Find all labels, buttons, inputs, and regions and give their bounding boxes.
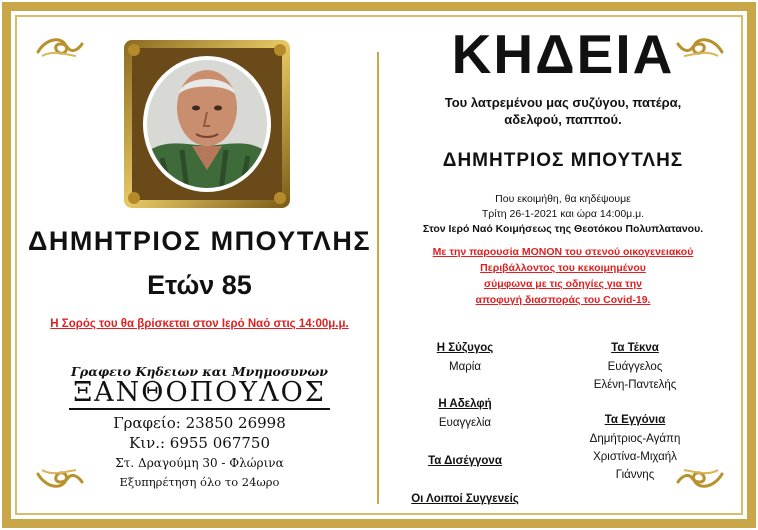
sister-label: Η Αδελφή — [438, 398, 492, 410]
office-phone: Γραφείο: 23850 26998 — [113, 414, 286, 432]
office-hours: Εξυπηρέτηση όλο το 24ωρο — [119, 475, 280, 489]
flourish-top-left-icon — [36, 34, 84, 60]
viewing-notice: Η Σορός του θα βρίσκεται στον Ιερό Ναό στις 14:00μ.μ. — [50, 318, 349, 330]
covid-notice-line-4 — [390, 293, 736, 308]
grandchildren-label: Τα Εγγόνια — [604, 414, 666, 426]
covid-notice-text-4: αποφυγή διασποράς του Covid-19. — [475, 294, 651, 306]
intro-line-1: Του λατρεμένου μας συζύγου, πατέρα, — [444, 95, 682, 110]
children-label: Τα Τέκνα — [611, 342, 659, 354]
covid-notice-line-3 — [390, 277, 736, 292]
funeral-office-label: Γραφειο Κηδειων και Μνημοσυνων — [71, 364, 328, 379]
brand-text: ΞΑΝΘΟΠΟΥΛΟΣ — [69, 377, 330, 410]
grandchild-3: Γιάννης — [615, 469, 655, 481]
notice-line-3: Στον Ιερό Ναό Κοιμήσεως της Θεοτόκου Πολυπλατανου. — [422, 223, 704, 235]
column-divider — [377, 52, 379, 504]
intro-text — [390, 94, 736, 128]
office-mobile: Κιν.: 6955 067750 — [129, 434, 270, 452]
deceased-name-right: ΔΗΜΗΤΡΙΟΣ ΜΠΟΥΤΛΗΣ — [442, 150, 684, 171]
spouse-label: Η Σύζυγος — [436, 342, 494, 354]
deceased-age: Ετών 85 — [147, 270, 252, 300]
funeral-office-brand — [12, 377, 387, 408]
intro-line-2: αδελφού, παππού. — [504, 112, 622, 127]
covid-notice-line-2 — [390, 261, 736, 276]
notice-line-2: Τρίτη 26-1-2021 και ώρα 14:00μ.μ. — [481, 208, 645, 220]
relatives-label: Οι Λοιποί Συγγενείς — [411, 493, 519, 505]
children-list — [580, 358, 690, 394]
sister-name: Ευαγγελία — [438, 417, 492, 429]
great-grandchildren-label: Τα Δισέγγονα — [428, 455, 502, 467]
grandchild-2: Χριστίνα-Μιχαήλ — [593, 451, 677, 463]
covid-notice-text-3: σύμφωνα με τις οδηγίες για την — [484, 278, 642, 290]
covid-notice-text-1: Με την παρουσία ΜΟΝΟΝ του στενού οικογενειακού — [432, 246, 694, 258]
notice-line-1: Που εκοιμήθη, θα κηδέψουμε — [495, 193, 631, 205]
covid-notice-text-2: Περιβάλλοντος του κεκοιμημένου — [480, 262, 646, 274]
deceased-name-left: ΔΗΜΗΤΡΙΟΣ ΜΠΟΥΤΛΗΣ — [27, 226, 372, 256]
grandchildren-list — [570, 430, 700, 484]
covid-notice-line-1 — [390, 245, 736, 260]
portrait-photo — [122, 38, 292, 210]
child-1: Ευάγγελος — [607, 361, 663, 373]
page-title: ΚΗΔΕΙΑ — [451, 23, 675, 85]
grandchild-1: Δημήτριος-Αγάπη — [589, 433, 681, 445]
spouse-name: Μαρία — [449, 361, 481, 373]
office-address: Στ. Δραγούμη 30 - Φλώρινα — [115, 456, 284, 470]
child-2: Ελένη-Παντελής — [593, 379, 677, 391]
